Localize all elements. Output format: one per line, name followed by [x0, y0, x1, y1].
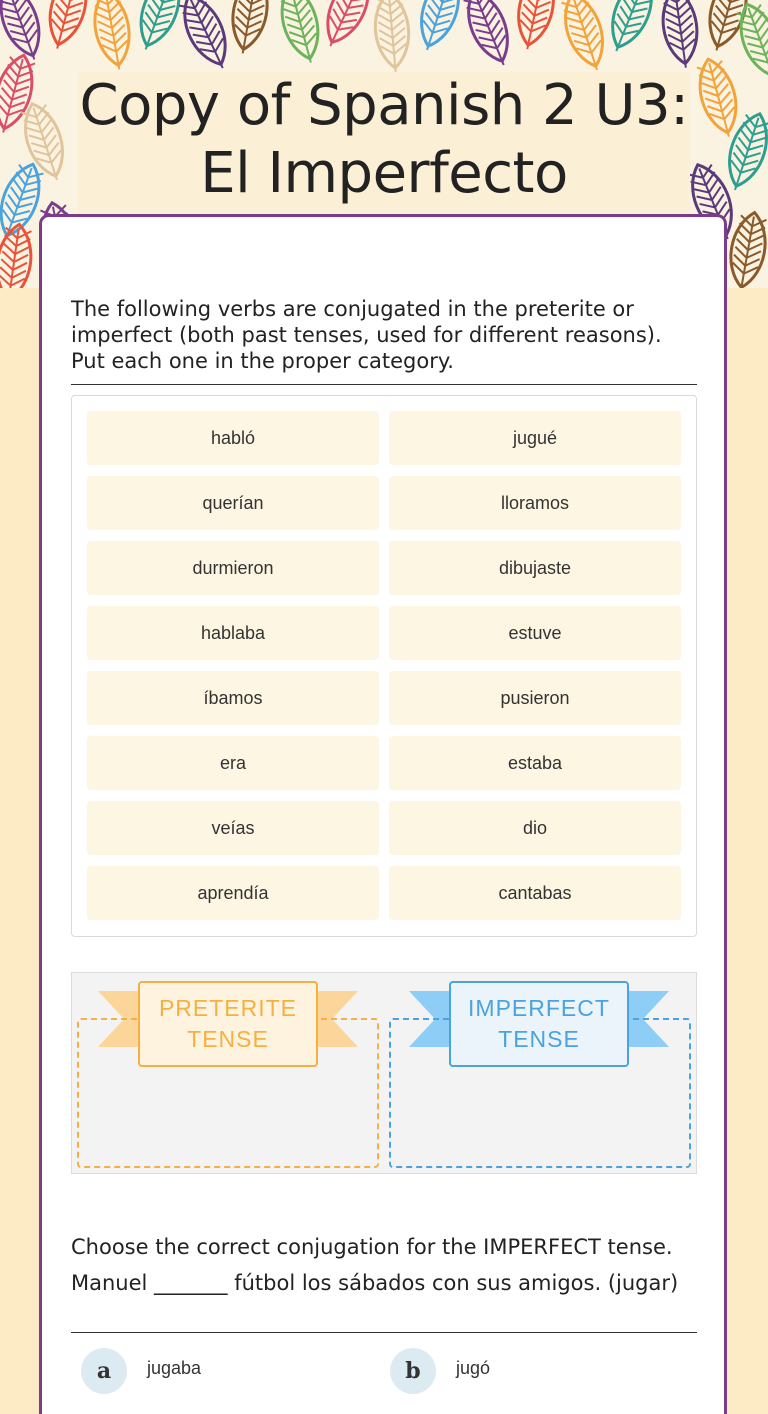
- word-tile[interactable]: querían: [87, 476, 379, 530]
- word-tile[interactable]: íbamos: [87, 671, 379, 725]
- word-tile[interactable]: pusieron: [389, 671, 681, 725]
- preterite-category-label: [138, 981, 318, 1067]
- page-title-line-1: Copy of Spanish 2 U3:: [79, 73, 689, 138]
- question-2-sentence: Manuel _______ fútbol los sábados con sus amigos. (jugar): [71, 1271, 679, 1295]
- word-tile[interactable]: estuve: [389, 606, 681, 660]
- choice-a-badge[interactable]: a: [81, 1348, 127, 1394]
- word-tile[interactable]: era: [87, 736, 379, 790]
- word-tile[interactable]: cantabas: [389, 866, 681, 920]
- word-tile[interactable]: dio: [389, 801, 681, 855]
- preterite-label-line-2: TENSE: [187, 1026, 269, 1052]
- imperfect-label-line-1: IMPERFECT: [468, 995, 610, 1021]
- choice-b-badge[interactable]: b: [390, 1348, 436, 1394]
- question-2-prompt: Choose the correct conjugation for the IMPERFECT tense.: [71, 1235, 673, 1259]
- preterite-label-line-1: PRETERITE: [158, 995, 298, 1021]
- choice-a-text[interactable]: jugaba: [147, 1358, 202, 1378]
- word-tile[interactable]: veías: [87, 801, 379, 855]
- word-tile[interactable]: jugué: [389, 411, 681, 465]
- choice-b-text[interactable]: jugó: [456, 1358, 491, 1378]
- word-tile[interactable]: durmieron: [87, 541, 379, 595]
- word-tile[interactable]: estaba: [389, 736, 681, 790]
- question-2-divider: [71, 1332, 697, 1333]
- page-title: [78, 72, 690, 208]
- word-tile[interactable]: aprendía: [87, 866, 379, 920]
- imperfect-category-label: [449, 981, 629, 1067]
- question-1-divider: [71, 384, 697, 385]
- question-1-prompt: The following verbs are conjugated in the preterite or imperfect (both past tenses, used for different reasons). Put each one in the proper category.: [71, 297, 662, 373]
- word-tile[interactable]: dibujaste: [389, 541, 681, 595]
- word-tile[interactable]: habló: [87, 411, 379, 465]
- word-tile[interactable]: hablaba: [87, 606, 379, 660]
- imperfect-label-line-2: TENSE: [498, 1026, 580, 1052]
- word-tile[interactable]: lloramos: [389, 476, 681, 530]
- page-title-line-2: El Imperfecto: [200, 141, 568, 206]
